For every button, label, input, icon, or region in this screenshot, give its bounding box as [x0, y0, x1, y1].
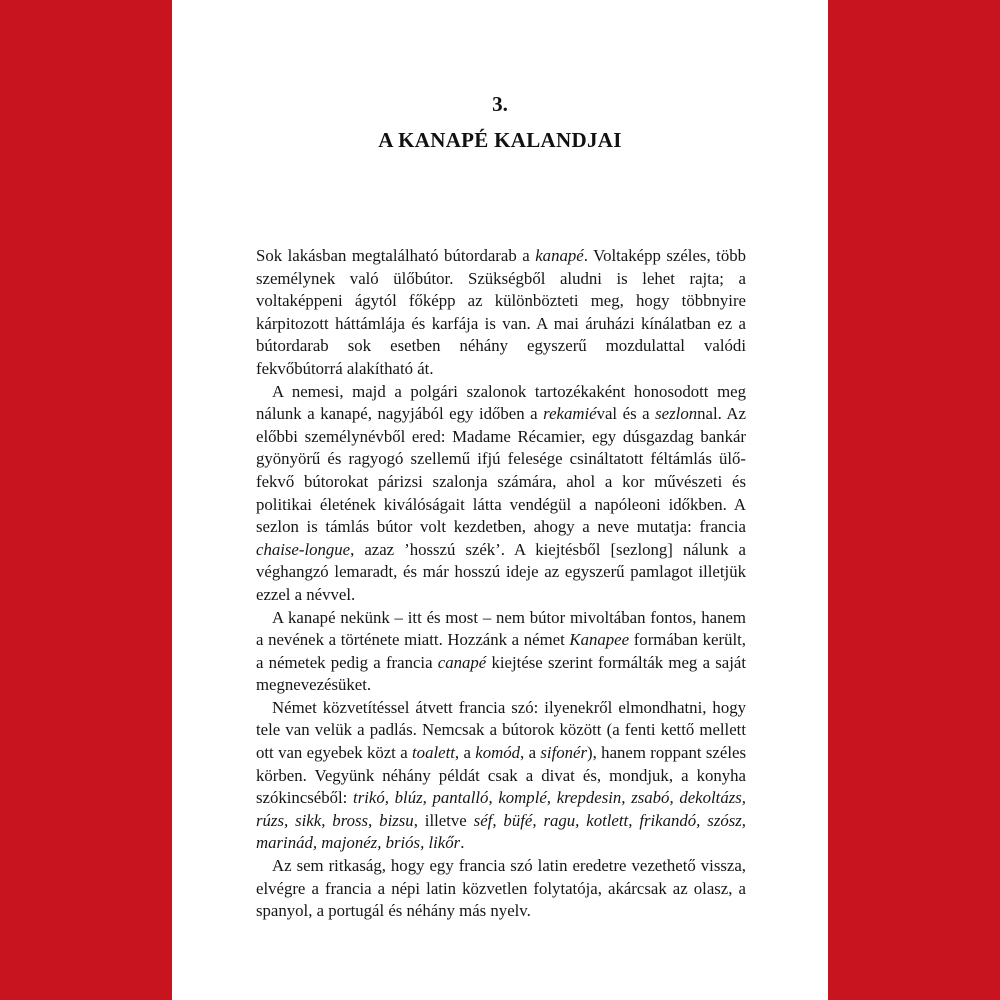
italic-term: séf, büfé, ragu, kotlett, frikandó, szósz, marinád, majonéz, briós, likőr [256, 810, 747, 853]
paragraph-2 [256, 381, 746, 607]
text-run: . Voltaképp széles, több személynek való ülőbútor. Szükségből aludni is lehet rajta; a voltaképpeni ágytól főképp az különbözteti meg, hogy többnyire kárpitozott háttámlája és karfája is van. A mai áruházi kínálatban ez a bútordarab sok esetben néhány egyszerű mozdulattal valódi fekvőbútorrá alakítható át. [256, 246, 746, 378]
text-run: nal. Az előbbi személynévből ered: Madame Récamier, egy dúsgazdag bankár gyönyörű és ragyogó szellemű ifjú felesége csináltatott féltámlás ülő-fekvő bútorokat párizsi szalonja számára, ahol a kor művészeti és politikai életének kiválóságait látta vendégül a napóleoni időkben. A sezlon is támlás bútor volt kezdetben, ahogy a neve mutatja: francia [256, 404, 746, 537]
text-run: ), hanem roppant széles körben. Vegyünk néhány példát csak a divat és, mondjuk, a konyha szókincséből: [256, 743, 746, 808]
italic-term: sezlon [655, 404, 698, 424]
text-run: kiejtése szerint formálták meg a saját megnevezésüket. [256, 652, 747, 695]
text-run: , a [454, 743, 476, 763]
paragraph-4 [256, 697, 746, 855]
body-text [256, 245, 746, 923]
italic-term: kanapé [535, 246, 584, 265]
italic-term: trikó, blúz, pantalló, komplé, krepdesin, zsabó, dekoltázs, rúzs, sikk, bross, bizsu [256, 788, 746, 830]
text-run: Sok lakásban megtalálható bútordarab a [256, 246, 536, 265]
chapter-number: 3. [492, 92, 508, 116]
text-run: . [460, 833, 465, 853]
text-run: , illetve [413, 810, 474, 830]
text-run: , a [520, 743, 541, 763]
italic-term: rekamié [543, 404, 597, 424]
text-run: val és a [596, 404, 656, 424]
text-run: , azaz ’hosszú szék’. A kiejtésből [sezlong] nálunk a véghangzó lemaradt, és már hosszú ideje az egyszerű pamlagot illetjük ezzel a névvel. [256, 539, 746, 604]
text-run: Az sem ritkaság, hogy egy francia szó latin eredetre vezethető vissza, elvégre a francia a népi latin közvetlen folytatója, akárcsak az olasz, a spanyol, a portugál és néhány más nyelv. [256, 856, 746, 921]
text-run: A kanapé nekünk – itt és most – nem bútor mivoltában fontos, hanem a nevének a története miatt. Hozzánk a német [256, 607, 746, 650]
book-page [172, 0, 828, 1000]
paragraph-3 [256, 607, 746, 697]
italic-term: canapé [437, 652, 487, 672]
text-run: A nemesi, majd a polgári szalonok tartozékaként honosodott meg nálunk a kanapé, nagyjából egy időben a [256, 381, 746, 424]
italic-term: chaise-longue [256, 539, 351, 559]
italic-term: toalett [412, 743, 455, 763]
italic-term: Kanapee [569, 630, 630, 650]
chapter-title: A KANAPÉ KALANDJAI [378, 128, 622, 152]
text-run: Német közvetítéssel átvett francia szó: ilyenekről elmondhatni, hogy tele van velük a padlás. Nemcsak a bútorok között (a fenti kettő mellett ott van egyebek közt a [256, 697, 746, 763]
italic-term: sifonér [540, 743, 588, 763]
paragraph-1 [256, 245, 746, 381]
text-run: formában került, a németek pedig a francia [256, 630, 746, 672]
paragraph-5 [256, 855, 746, 923]
italic-term: komód [475, 743, 521, 763]
